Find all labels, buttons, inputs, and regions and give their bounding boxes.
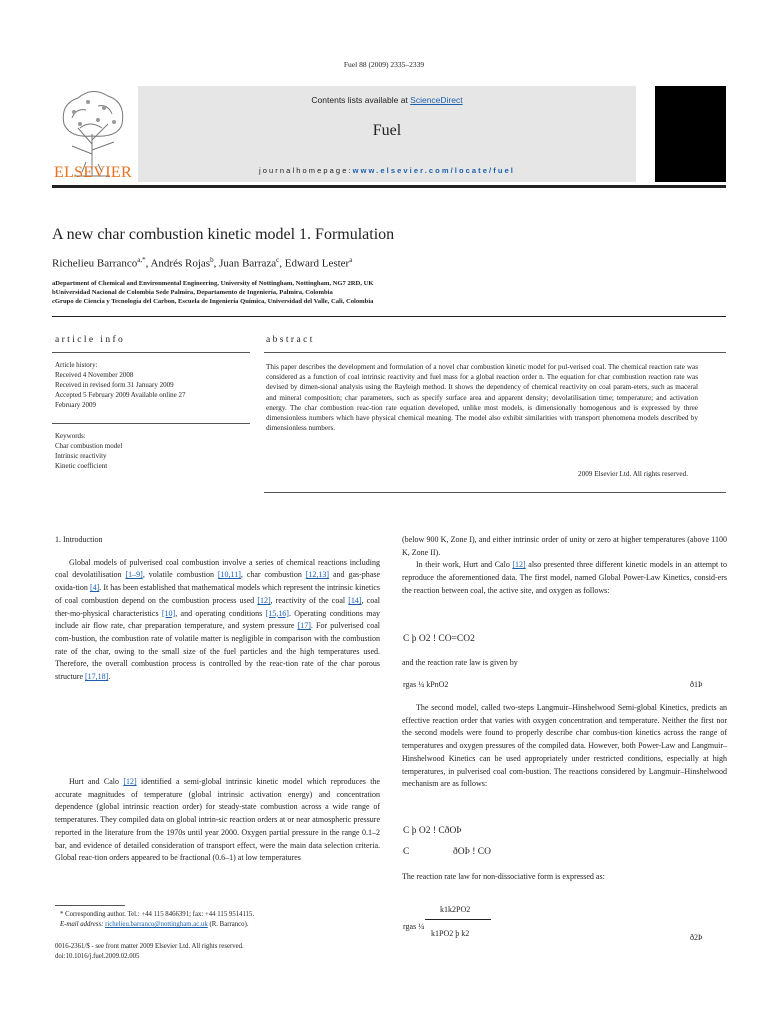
section-heading: 1. Introduction xyxy=(55,535,103,544)
contents-line xyxy=(138,95,636,105)
body-paragraph: The second model, called two-steps Langmuir–Hinshelwood Semi-global Kinetics, predicts an effective reaction order that varies with oxygen concentration and temperature. Neither the first nor the second models were found to properly describe char combus-tion kinetics across the range of temperatures and oxygen pressures of the compiled data. However, both Power-Law and Langmuir– Hinshelwood Kinetics can be used appropriately under restricted conditions, especially at high temperatures, in pulverised coal com-bustion. The reactions considered by Langmuir–Hinshelwood mechanism are as follows: xyxy=(402,703,727,789)
equation-2-equals: ¼ xyxy=(418,922,425,931)
corresponding-author-note: * Corresponding author. Tel.: +44 115 8466391; fax: +44 115 9514115. xyxy=(60,911,255,918)
citation-link[interactable]: [15,16] xyxy=(265,608,289,618)
footnote xyxy=(60,910,380,930)
journal-homepage xyxy=(138,166,636,175)
right-column xyxy=(402,534,727,598)
abstract-text: This paper describes the development and formulation of a novel char combustion kinetic model for pul-verised coal. The chemical reaction rate was considered as a function of coal intrinsic reactivity and fuel mass for a global reaction order n. The equation for char combustion reaction rate was devised by dimen-sional analysis using the Rayleigh method. It shows the dependency of chemical reactivity on coal param-eters, such as maceral and mineral composition; char parameters, such as specify surface area and apparent density; devolatilisation time; temperature; and activation energy. The char combustion reac-tion rate equation developed, unlike most models, is dimensionally homogenous and is expressed by three dimensionless numbers which have physical chemical meaning. The model also exhibit similarities with transport phenomena models described by dimensionless numbers. xyxy=(266,363,698,433)
affiliation: cGrupo de Ciencia y Tecnología del Carbon, Escuela de Ingeniería Química, Universidad del Valle, Cali, Colombia xyxy=(52,298,374,305)
history-item: February 2009 xyxy=(55,401,97,409)
elsevier-wordmark: ELSEVIER xyxy=(54,164,132,181)
footnote-rule xyxy=(55,905,125,906)
publication-info xyxy=(55,942,385,962)
text-run: , volatile combustion xyxy=(142,570,218,580)
abstract-rule xyxy=(264,352,726,353)
text-run: . Operating conditions may include air flow rate, char preparation temperature, and system pressure xyxy=(55,608,381,631)
affiliation: aDepartment of Chemical and Environmental Engineering, University of Nottingham, Nottingham, NG7 2RD, UK xyxy=(52,280,374,287)
rate-law-intro: and the reaction rate law is given by xyxy=(402,658,518,667)
citation-link[interactable]: [12] xyxy=(512,560,526,570)
citation-link[interactable]: [12] xyxy=(123,777,137,786)
citation-link[interactable]: [12] xyxy=(257,595,271,605)
contents-prefix: Contents lists available at xyxy=(311,95,411,105)
history-item: Accepted 5 February 2009 Available online 27 xyxy=(55,391,186,399)
text-run: , char combustion xyxy=(240,570,306,580)
right-column-continued xyxy=(402,702,727,791)
citation-link[interactable]: [1–9] xyxy=(125,570,143,580)
author-name: Edward Lester xyxy=(284,257,350,270)
article-info-rule xyxy=(52,352,250,353)
sciencedirect-link[interactable]: ScienceDirect xyxy=(410,95,463,105)
text-run: Global models of pulverised coal combustion involve a series of chemical reactions including coal devolatilisation xyxy=(55,557,380,580)
affiliation: bUniversidad Nacional de Colombia Sede Palmira, Departamento de Ingeniería, Palmira, Colombia xyxy=(52,289,333,296)
text-run: , coal ther-mo-physical characteristics xyxy=(55,595,381,618)
email-suffix: (R. Barranco). xyxy=(207,921,249,928)
text-run: . xyxy=(108,672,111,682)
journal-reference: Fuel 88 (2009) 2335–2339 xyxy=(343,60,425,69)
equation-2-numerator: k1k2PO2 xyxy=(440,905,471,914)
keyword-item: Kinetic coefficient xyxy=(55,462,108,470)
text-run: . For pulverised coal com-bustion, the combustion rate of volatile matter is negligible in comparison with the combustion rate of the char, owing to the small size of the fuel particles and the high temperatures used. Therefore, the overall combustion process is controlled by the reac-tion rate of the char porous structure xyxy=(55,621,380,682)
doi-line: doi:10.1016/j.fuel.2009.02.005 xyxy=(55,953,140,960)
keywords xyxy=(55,431,255,471)
homepage-link[interactable]: www.elsevier.com/locate/fuel xyxy=(352,166,515,175)
equation-1 xyxy=(403,680,448,689)
non-dissociative-intro: The reaction rate law for non-dissociative form is expressed as: xyxy=(402,872,605,881)
citation-link[interactable]: [17] xyxy=(297,621,311,631)
text-run: and gas-phase oxida-tion xyxy=(55,570,380,593)
text-run: Hurt and Calo xyxy=(69,777,124,786)
equation-2-lhs-term: rgas xyxy=(403,922,417,931)
history-item: Received 4 November 2008 xyxy=(55,371,134,379)
author-name: Richelieu Barranco xyxy=(52,257,138,270)
equation-1-rhs: ¼ kPnO2 xyxy=(418,680,449,689)
left-column-continued xyxy=(55,776,380,865)
email-label: E-mail address: xyxy=(60,921,106,928)
text-run: , and operating conditions xyxy=(175,608,266,618)
author-affil-marker: a,* xyxy=(137,256,146,264)
citation-link[interactable]: [12,13] xyxy=(305,570,330,580)
abstract-bottom-rule xyxy=(264,492,726,493)
body-paragraph xyxy=(402,559,727,597)
title-rule xyxy=(52,316,726,317)
text-run: also presented three different kinetic models in an attempt to reproduce the aforementioned data. The first model, named Global Power-Law Kinetics, consid-ers the reaction between coal, the active site, and oxygen as follows: xyxy=(402,560,727,595)
mechanism-step-2-left: C xyxy=(403,847,410,857)
header-rule xyxy=(52,185,726,188)
citation-link[interactable]: [4] xyxy=(89,583,100,593)
journal-cover-image xyxy=(655,86,726,182)
issn-line: 0016-2361/$ - see front matter 2009 Elsevier Ltd. All rights reserved. xyxy=(55,943,244,950)
citation-link[interactable]: [10] xyxy=(161,608,176,618)
history-item: Received in revised form 31 January 2009 xyxy=(55,381,174,389)
author-affil-marker: c xyxy=(276,256,280,264)
mechanism-step-1: C þ O2 ! CðOÞ xyxy=(403,826,462,836)
text-run: identified a semi-global intrinsic kinetic model which reproduces the accurate magnitudes of temperature (global intrinsic activation energy) and concentration dependence (global intrinsic reaction order) for steady-state combustion across a wide range of temperatures. They compiled data on global intrin-sic reaction orders at or near atmospheric pressure reported in the literature from the 1970s until year 2000. Oxygen partial pressure in the range 0.1–2 bar, and evidence of detailed consideration of transport effect, were the main data selection criteria. Global reac-tion orders appeared to be fractional (0.6–1) at low temperatures xyxy=(55,777,380,863)
intro-paragraph xyxy=(55,557,380,684)
mechanism-step-2-right: ðOÞ ! CO xyxy=(453,847,492,857)
abstract-copyright: 2009 Elsevier Ltd. All rights reserved. xyxy=(578,470,688,478)
author-affil-marker: b xyxy=(210,256,214,264)
fraction-bar xyxy=(425,919,491,920)
equation-2-denominator: k1PO2 þ k2 xyxy=(431,929,470,938)
article-history xyxy=(55,360,255,410)
author-name: Andrés Rojas xyxy=(150,257,211,270)
equation-1-number: ð1Þ xyxy=(690,680,703,689)
article-info-heading: article info xyxy=(55,335,126,345)
keywords-label: Keywords: xyxy=(55,432,86,440)
author-affil-marker: a xyxy=(349,256,353,264)
continued-paragraph: (below 900 K, Zone I), and either intrinsic order of unity or zero at higher temperatures (above 1100 K, Zone II). xyxy=(402,535,727,557)
reaction-equation: C þ O2 ! CO=CO2 xyxy=(403,634,475,644)
keyword-item: Char combustion model xyxy=(55,442,123,450)
abstract-heading: abstract xyxy=(266,335,315,345)
journal-name: Fuel xyxy=(372,122,402,139)
equation-1-lhs: rgas xyxy=(403,680,417,689)
article-history-label: Article history: xyxy=(55,361,98,369)
email-note xyxy=(60,920,380,930)
equation-2-lhs xyxy=(403,922,424,931)
keyword-item: Intrinsic reactivity xyxy=(55,452,107,460)
article-title: A new char combustion kinetic model 1. Formulation xyxy=(52,226,395,243)
citation-link[interactable]: [17,18] xyxy=(85,672,109,682)
author-email-link[interactable]: richelieu.barranco@nottingham.ac.uk xyxy=(105,921,208,928)
author-list: Richelieu Barranco$^{a,*}$, Andrés Rojas$^b$, Juan Barraza$^c$, Edward Lester$^a$ xyxy=(52,256,353,270)
left-column xyxy=(55,534,380,684)
text-run: In their work, Hurt and Calo xyxy=(416,560,513,570)
author-name: Juan Barraza xyxy=(219,257,277,270)
citation-link[interactable]: [10,11] xyxy=(217,570,241,580)
homepage-prefix: journalhomepage: xyxy=(259,166,353,175)
equation-2-number: ð2Þ xyxy=(690,933,703,942)
intro-paragraph xyxy=(55,776,380,865)
citation-link[interactable]: [14] xyxy=(348,595,362,605)
text-run: . It has been established that mathematical models which represent the intrinsic kinetics of coal combustion depend on the combustion process used xyxy=(55,583,380,605)
text-run: , reactivity of the coal xyxy=(270,595,349,605)
keywords-rule xyxy=(52,423,250,424)
